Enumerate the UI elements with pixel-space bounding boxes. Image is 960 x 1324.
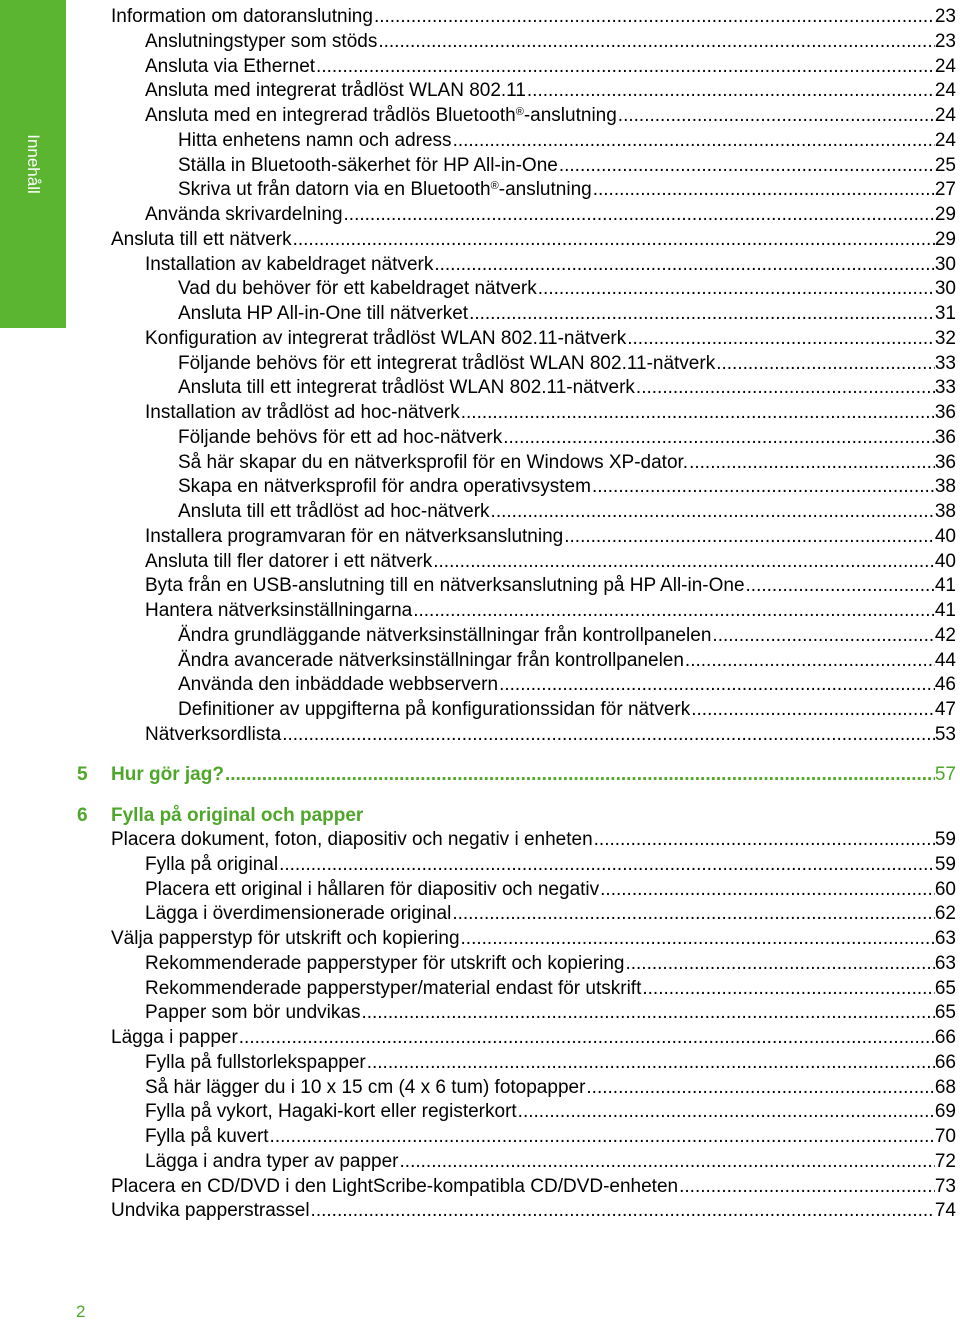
toc-entry-page: 23 xyxy=(934,6,956,27)
toc-entry-title: Välja papperstyp för utskrift och kopiering xyxy=(111,928,460,949)
toc-entry-title: Installera programvaran för en nätverksanslutning xyxy=(145,525,564,547)
toc-entry-page: 46 xyxy=(934,674,956,696)
chapter-number: 6 xyxy=(77,805,88,826)
toc-entry-page: 74 xyxy=(934,1200,956,1222)
toc-entry-page: 27 xyxy=(934,179,956,201)
toc-entry-title: Skapa en nätverksprofil för andra operativsystem xyxy=(178,476,591,498)
toc-entry-page: 62 xyxy=(934,903,956,925)
toc-entry-title: Fylla på original xyxy=(145,853,279,875)
toc-entry[interactable] xyxy=(178,178,956,202)
dot-leader xyxy=(594,828,935,852)
toc-entry-title: Undvika papperstrassel xyxy=(111,1200,310,1222)
toc-entry[interactable] xyxy=(178,698,956,722)
toc-entry-page: 40 xyxy=(934,550,956,572)
toc-entry[interactable] xyxy=(178,649,956,673)
toc-entry[interactable] xyxy=(145,550,956,574)
toc-entry-page: 24 xyxy=(934,80,956,102)
dot-leader xyxy=(518,1100,935,1124)
toc-entry-page: 72 xyxy=(934,1150,956,1172)
toc-entry-title: Ansluta till fler datorer i ett nätverk xyxy=(145,550,433,572)
toc-entry-page: 24 xyxy=(934,55,956,77)
toc-entry-page: 63 xyxy=(934,952,956,974)
toc-entry-title: Konfiguration av integrerat trådlöst WLAN 802.11-nätverk xyxy=(145,327,627,349)
toc-entry[interactable] xyxy=(145,952,956,976)
side-tab xyxy=(0,0,66,328)
toc-entry-title: Ansluta till ett trådlöst ad hoc-nätverk xyxy=(178,501,490,522)
toc-entry-title: Rekommenderade papperstyper för utskrift och kopiering xyxy=(145,952,625,974)
toc-entry-page: 57 xyxy=(934,764,956,785)
toc-entry-title: Rekommenderade papperstyper/material endast för utskrift xyxy=(145,977,642,999)
dot-leader xyxy=(559,154,935,178)
toc-entry-title: Ansluta HP All-in-One till nätverket xyxy=(178,303,469,324)
toc-entry-title: Byta från en USB-anslutning till en nätverksanslutning på HP All-in-One xyxy=(145,575,745,597)
toc-entry-title: Följande behövs för ett ad hoc-nätverk xyxy=(178,426,503,448)
toc-entry-title: Fylla på kuvert xyxy=(145,1126,269,1147)
dot-leader xyxy=(689,451,935,475)
toc-entry-page: 30 xyxy=(934,253,956,275)
dot-leader xyxy=(452,902,935,926)
dot-leader xyxy=(344,203,935,227)
toc-entry[interactable] xyxy=(145,1001,956,1025)
toc-entry-title: Lägga i andra typer av papper xyxy=(145,1150,399,1172)
toc-entry-title: Följande behövs för ett integrerat trådlöst WLAN 802.11-nätverk xyxy=(178,352,716,374)
dot-leader xyxy=(586,1076,934,1100)
dot-leader xyxy=(433,550,935,574)
dot-leader xyxy=(564,525,935,549)
toc-entry-title: Placera en CD/DVD i den LightScribe-kompatibla CD/DVD-enheten xyxy=(111,1175,679,1197)
side-tab-label: Innehåll xyxy=(24,134,43,194)
dot-leader xyxy=(593,178,935,202)
toc-entry-page: 65 xyxy=(934,1002,956,1024)
toc-entry-title: Lägga i överdimensionerade original xyxy=(145,903,452,925)
toc-entry-page: 36 xyxy=(934,426,956,448)
dot-leader xyxy=(225,763,935,787)
toc-entry[interactable] xyxy=(145,599,956,623)
toc-entry-page: 65 xyxy=(934,977,956,999)
toc-entry-title: Använda skrivardelning xyxy=(145,204,343,225)
toc-entry-title: Ansluta via Ethernet xyxy=(145,55,316,77)
toc-entry-page: 29 xyxy=(934,228,956,250)
dot-leader xyxy=(461,927,935,951)
toc-entry[interactable] xyxy=(178,475,956,499)
toc-entry-page: 53 xyxy=(934,723,956,745)
toc-entry[interactable] xyxy=(178,154,956,178)
dot-leader xyxy=(491,500,935,524)
toc-entry-title: Nätverksordlista xyxy=(145,723,282,745)
toc-entry-page: 60 xyxy=(934,878,956,900)
toc-entry-page: 23 xyxy=(934,30,956,52)
toc-entry-page: 40 xyxy=(934,525,956,547)
dot-leader xyxy=(527,79,935,103)
toc-entry[interactable] xyxy=(111,1026,956,1050)
toc-entry[interactable] xyxy=(145,977,956,1001)
toc-entry-page: 36 xyxy=(934,451,956,473)
toc-entry-page: 59 xyxy=(934,853,956,875)
toc-entry-title: Hur gör jag? xyxy=(111,764,224,785)
dot-leader xyxy=(592,475,935,499)
toc-entry[interactable] xyxy=(145,327,956,351)
dot-leader xyxy=(270,1125,935,1149)
toc-entry-title: Skriva ut från datorn via en Bluetooth®-anslutning xyxy=(178,179,592,201)
dot-leader xyxy=(716,352,935,376)
toc-entry[interactable] xyxy=(178,624,956,648)
chapter-title[interactable]: Fylla på original och papper xyxy=(111,805,364,826)
toc-entry[interactable] xyxy=(145,1150,956,1174)
dot-leader xyxy=(600,878,935,902)
toc-entry-page: 63 xyxy=(934,928,956,949)
toc-entry[interactable] xyxy=(178,352,956,376)
toc-entry[interactable] xyxy=(145,902,956,926)
dot-leader xyxy=(625,952,934,976)
toc-entry-title: Fylla på vykort, Hagaki-kort eller registerkort xyxy=(145,1101,517,1123)
toc-entry-page: 69 xyxy=(934,1101,956,1123)
toc-entry-title: Så här skapar du en nätverksprofil för en Windows XP-dator. xyxy=(178,451,689,473)
toc-entry-page: 25 xyxy=(934,154,956,176)
toc-entry-title: Ansluta till ett integrerat trådlöst WLAN 802.11-nätverk xyxy=(178,377,635,399)
toc-entry-title: Ändra grundläggande nätverksinställningar från kontrollpanelen xyxy=(178,624,712,646)
dot-leader xyxy=(746,574,935,598)
toc-entry-title: Fylla på fullstorlekspapper xyxy=(145,1051,366,1073)
toc-entry[interactable] xyxy=(145,401,956,425)
dot-leader xyxy=(499,673,935,697)
toc-entry-title: Placera ett original i hållaren för diapositiv och negativ xyxy=(145,878,600,900)
dot-leader xyxy=(239,1026,935,1050)
toc-entry[interactable] xyxy=(178,500,956,524)
toc-entry-page: 41 xyxy=(934,575,956,597)
toc-entry-page: 42 xyxy=(934,624,956,646)
dot-leader xyxy=(374,5,935,29)
dot-leader xyxy=(538,277,935,301)
toc-entry[interactable] xyxy=(145,1051,956,1075)
dot-leader xyxy=(293,228,935,252)
dot-leader xyxy=(413,599,935,623)
toc-entry-page: 30 xyxy=(934,278,956,300)
toc-entry-page: 32 xyxy=(934,327,956,349)
toc-entry-page: 31 xyxy=(934,303,956,324)
toc-entry-page: 59 xyxy=(934,829,956,850)
toc-entry-page: 38 xyxy=(934,501,956,522)
toc-entry[interactable] xyxy=(145,55,956,79)
dot-leader xyxy=(453,129,935,153)
toc-entry-page: 29 xyxy=(934,204,956,225)
toc-entry[interactable] xyxy=(111,828,956,852)
toc-entry-title: Ansluta med en integrerad trådlös Bluetooth®-anslutning xyxy=(145,105,617,126)
toc-entry[interactable] xyxy=(111,1199,956,1223)
dot-leader xyxy=(618,104,935,128)
toc-entry-title: Placera dokument, foton, diapositiv och negativ i enheten xyxy=(111,829,593,850)
toc-entry[interactable] xyxy=(145,1125,956,1149)
dot-leader xyxy=(691,698,935,722)
toc-entry-title: Hantera nätverksinställningarna xyxy=(145,600,413,621)
toc-entry-title: Anslutningstyper som stöds xyxy=(145,30,378,52)
dot-leader xyxy=(461,401,935,425)
toc-entry-title: Så här lägger du i 10 x 15 cm (4 x 6 tum) fotopapper xyxy=(145,1076,586,1098)
dot-leader xyxy=(503,426,935,450)
dot-leader xyxy=(679,1175,935,1199)
dot-leader xyxy=(434,253,935,277)
toc-entry[interactable] xyxy=(178,302,956,326)
toc-entry[interactable] xyxy=(145,574,956,598)
toc-entry-title: Information om datoranslutning xyxy=(111,6,373,27)
dot-leader xyxy=(642,977,935,1001)
toc-entry-page: 41 xyxy=(934,600,956,621)
toc-entry[interactable] xyxy=(178,451,956,475)
dot-leader xyxy=(636,376,935,400)
toc-entry-page: 44 xyxy=(934,649,956,671)
dot-leader xyxy=(712,624,934,648)
dot-leader xyxy=(378,30,935,54)
dot-leader xyxy=(685,649,935,673)
dot-leader xyxy=(311,1199,935,1223)
toc-entry[interactable] xyxy=(145,253,956,277)
toc-entry-page: 66 xyxy=(934,1027,956,1048)
toc-entry[interactable] xyxy=(111,5,956,29)
toc-entry[interactable] xyxy=(145,1100,956,1124)
toc-entry[interactable] xyxy=(111,228,956,252)
toc-entry-title: Ställa in Bluetooth-säkerhet för HP All-in-One xyxy=(178,154,558,176)
toc-entry[interactable] xyxy=(145,79,956,103)
toc-entry[interactable] xyxy=(111,1175,956,1199)
toc-entry-title: Installation av kabeldraget nätverk xyxy=(145,253,434,275)
toc-entry-page: 68 xyxy=(934,1076,956,1098)
toc-entry-page: 33 xyxy=(934,377,956,399)
toc-entry[interactable] xyxy=(145,723,956,747)
toc-entry[interactable] xyxy=(145,1076,956,1100)
toc-entry-page: 24 xyxy=(934,105,956,126)
dot-leader xyxy=(361,1001,934,1025)
dot-leader xyxy=(282,723,935,747)
toc-entry-title: Papper som bör undvikas xyxy=(145,1002,361,1024)
toc-entry[interactable] xyxy=(145,104,956,128)
toc-entry-page: 73 xyxy=(934,1175,956,1197)
toc-entry[interactable] xyxy=(178,426,956,450)
toc-entry[interactable] xyxy=(178,376,956,400)
toc-entry-page: 47 xyxy=(934,699,956,720)
toc-entry-page: 24 xyxy=(934,129,956,151)
toc-entry[interactable] xyxy=(145,878,956,902)
toc-entry[interactable] xyxy=(145,853,956,877)
toc-entry-title: Ändra avancerade nätverksinställningar från kontrollpanelen xyxy=(178,649,684,671)
toc-entry-title: Hitta enhetens namn och adress xyxy=(178,129,452,151)
toc-entry[interactable] xyxy=(178,673,956,697)
toc-entry-page: 66 xyxy=(934,1051,956,1073)
toc-entry[interactable] xyxy=(178,277,956,301)
toc-entry[interactable] xyxy=(145,30,956,54)
toc-entry[interactable] xyxy=(111,927,956,951)
dot-leader xyxy=(469,302,935,326)
toc-entry-title: Lägga i papper xyxy=(111,1027,238,1048)
dot-leader xyxy=(627,327,935,351)
chapter-number: 5 xyxy=(77,764,88,785)
dot-leader xyxy=(400,1150,935,1174)
toc-entry-page: 33 xyxy=(934,352,956,374)
toc-entry-title: Vad du behöver för ett kabeldraget nätverk xyxy=(178,278,537,300)
toc-entry-title: Använda den inbäddade webbservern xyxy=(178,674,499,696)
dot-leader xyxy=(316,55,935,79)
toc-entry-title: Ansluta till ett nätverk xyxy=(111,228,292,250)
footer-page-number: 2 xyxy=(76,1302,86,1321)
toc-entry-page: 38 xyxy=(934,476,956,498)
toc-entry-page: 36 xyxy=(934,402,956,423)
toc-entry[interactable] xyxy=(111,763,956,787)
dot-leader xyxy=(367,1051,935,1075)
toc-entry[interactable] xyxy=(145,525,956,549)
toc-entry[interactable] xyxy=(178,129,956,153)
toc-entry-title: Installation av trådlöst ad hoc-nätverk xyxy=(145,402,460,423)
toc-entry-title: Definitioner av uppgifterna på konfigurationssidan för nätverk xyxy=(178,699,691,720)
toc-entry-page: 70 xyxy=(934,1126,956,1147)
dot-leader xyxy=(279,853,935,877)
toc-entry[interactable] xyxy=(145,203,956,227)
toc-entry-title: Ansluta med integrerat trådlöst WLAN 802.11 xyxy=(145,80,526,102)
